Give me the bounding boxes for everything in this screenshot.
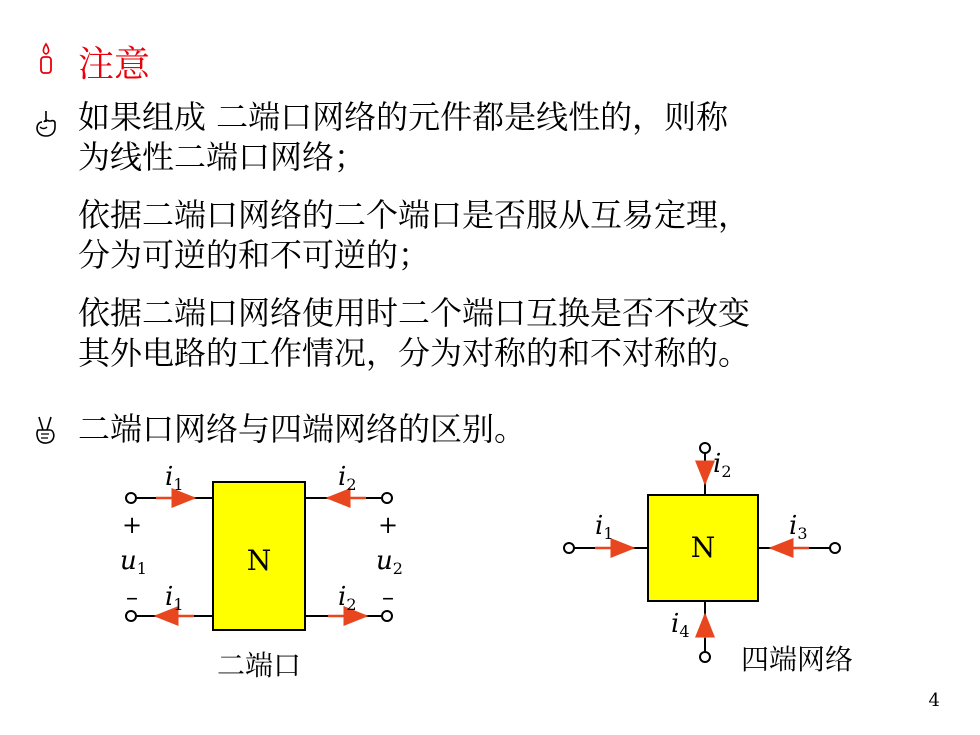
minus-right: – xyxy=(382,583,394,611)
label-i1-bottom: i1 xyxy=(165,582,184,614)
four-port-diagram xyxy=(555,438,895,688)
plus-left: + xyxy=(121,511,143,539)
terminal xyxy=(126,493,136,503)
point-2-line-2: 分为可逆的和不可逆的； xyxy=(78,236,431,274)
point-2-line-1: 依据二端口网络的二个端口是否服从互易定理， xyxy=(78,196,751,234)
terminal xyxy=(700,652,710,662)
terminal xyxy=(564,543,574,553)
minus-left: – xyxy=(126,583,138,611)
difference-text: 二端口网络与四端网络的区别。 xyxy=(78,410,527,448)
two-port-caption: 二端口 xyxy=(216,649,302,682)
note-title: 注意 xyxy=(78,44,151,85)
label-i2: i2 xyxy=(713,449,732,481)
two-port-diagram xyxy=(110,455,430,695)
terminal xyxy=(382,493,392,503)
label-i2-top: i2 xyxy=(338,462,357,494)
point-3-line-2: 其外电路的工作情况，分为对称的和不对称的。 xyxy=(78,334,751,372)
terminal xyxy=(830,543,840,553)
point-3-line-1: 依据二端口网络使用时二个端口互换是否不改变 xyxy=(78,294,751,332)
label-i1-top: i1 xyxy=(165,462,184,494)
terminal xyxy=(382,611,392,621)
terminal xyxy=(126,611,136,621)
candle-icon xyxy=(36,42,56,76)
plus-right: + xyxy=(377,511,399,539)
point-1-line-1: 如果组成 二端口网络的元件都是线性的，则称 xyxy=(78,98,729,136)
four-port-caption: 四端网络 xyxy=(741,643,854,676)
page-number: 4 xyxy=(928,690,940,711)
label-u2: u2 xyxy=(376,546,403,578)
four-port-box-label: N xyxy=(690,531,716,564)
label-i2-bottom: i2 xyxy=(338,582,357,614)
point-1-line-2: 为线性二端口网络； xyxy=(78,138,367,176)
label-u1: u1 xyxy=(120,546,147,578)
point-1 xyxy=(78,97,898,177)
victory-hand-icon xyxy=(32,414,58,446)
two-port-box-label: N xyxy=(246,544,272,577)
label-i1: i1 xyxy=(595,511,614,543)
point-2 xyxy=(78,195,898,275)
label-i3: i3 xyxy=(789,511,808,543)
pointing-hand-icon xyxy=(32,108,60,138)
point-3 xyxy=(78,293,898,373)
label-i4: i4 xyxy=(671,609,690,641)
terminal xyxy=(700,443,710,453)
